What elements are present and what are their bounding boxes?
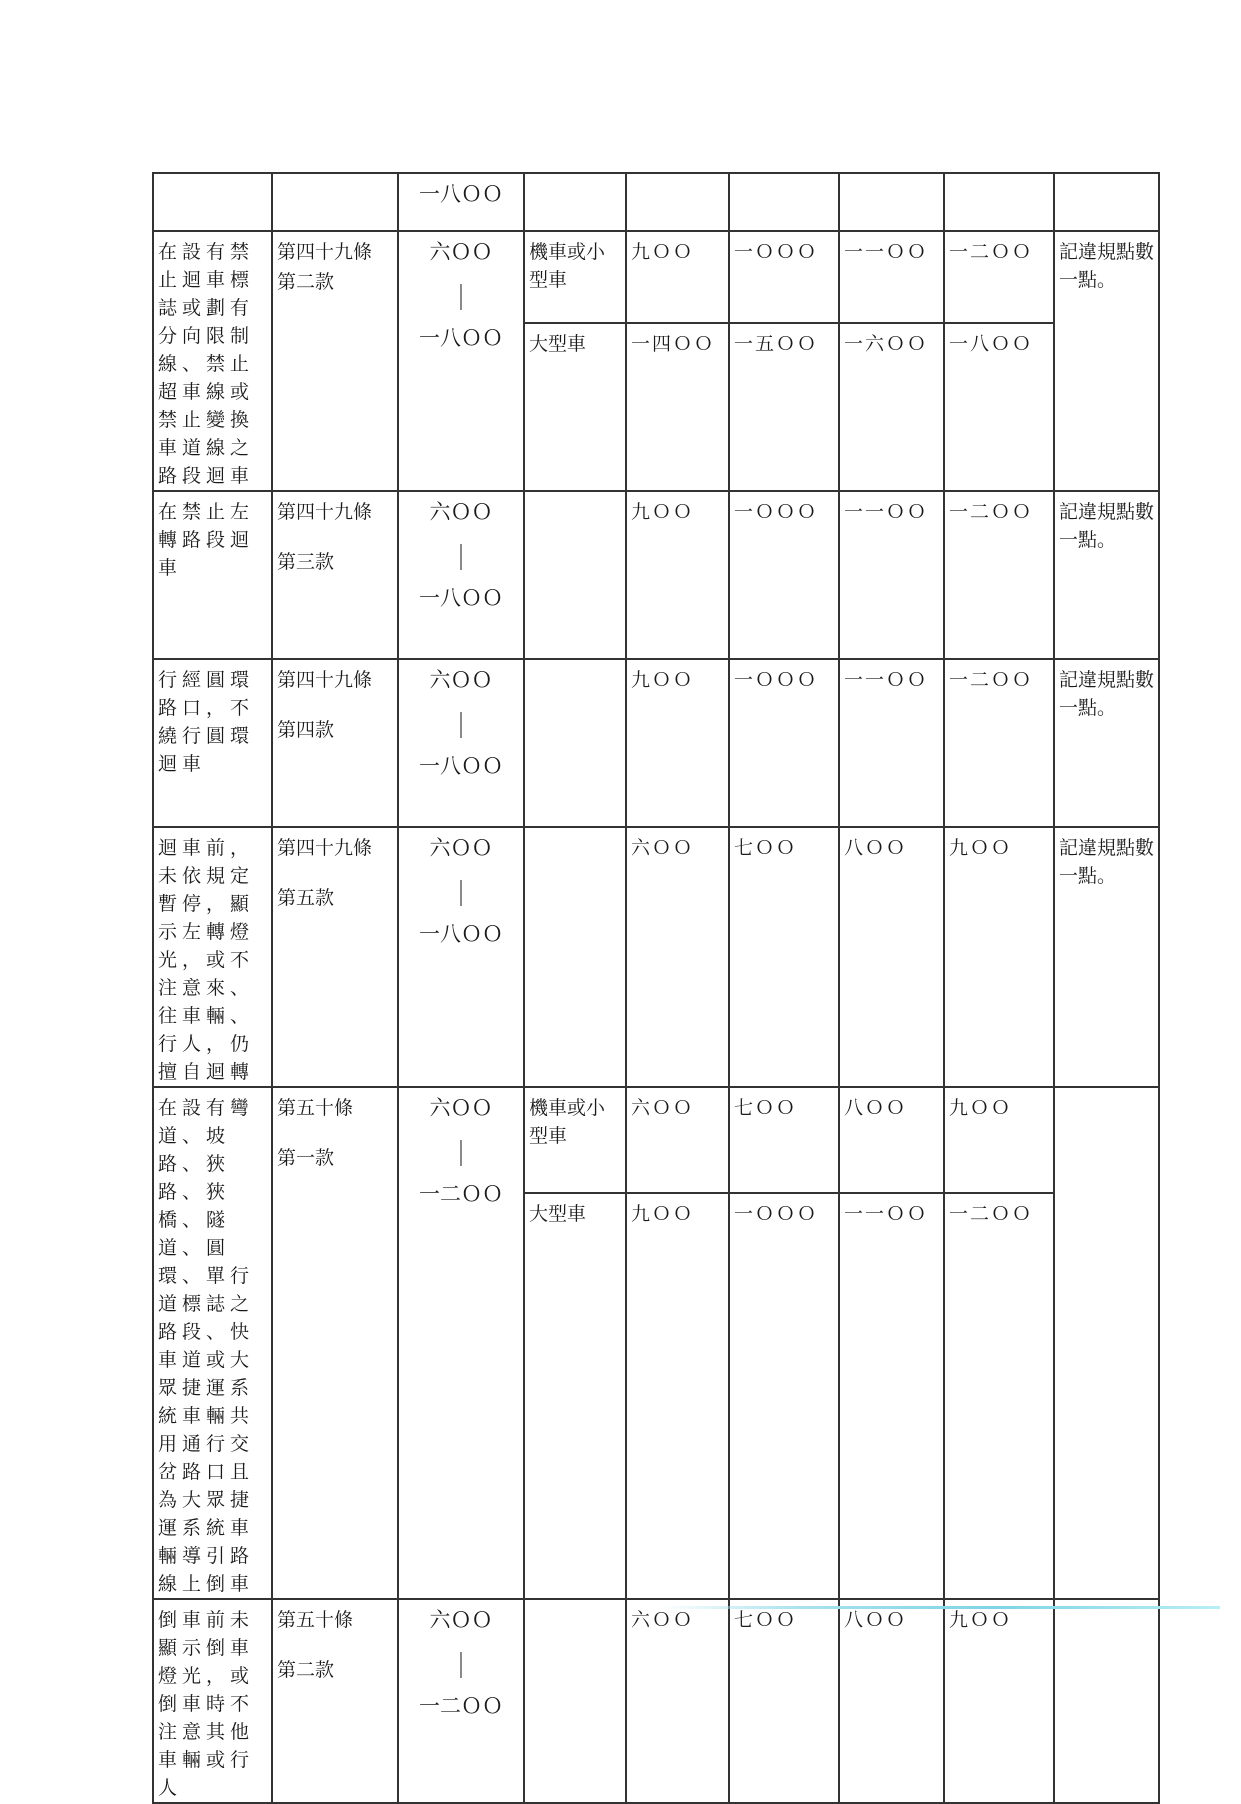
cell-vehicle: 機車或小型車 — [524, 231, 626, 323]
cell-fine: 一一ＯＯ — [839, 231, 944, 323]
article-clause: 第二款 — [277, 271, 335, 293]
cell-fine: 八ＯＯ — [839, 1087, 944, 1193]
cell-fine: 七ＯＯ — [729, 1599, 839, 1803]
cell-vehicle: 大型車 — [524, 1193, 626, 1599]
cell-note: 記違規點數一點。 — [1054, 491, 1159, 659]
table-row — [153, 659, 1159, 827]
range-low: 六ＯＯ — [429, 240, 493, 264]
range-high: 一二ＯＯ — [419, 1182, 503, 1206]
cell-description: 在設有彎道、坡路、狹路、狹橋、隧道、圓環、單行道標誌之路段、快車道或大眾捷運系統車輛共用通行交岔路口且為大眾捷運系統車輛導引路線上倒車 — [153, 1087, 272, 1599]
cell-note: 記違規點數一點。 — [1054, 827, 1159, 1087]
cell-fine-range — [398, 231, 524, 491]
cell-description: 行經圓環路口，不繞行圓環迴車 — [153, 659, 272, 827]
cell-fine — [839, 173, 944, 231]
cell-note — [1054, 173, 1159, 231]
cell-fine: 九ＯＯ — [944, 1599, 1054, 1803]
cell-fine: 一ＯＯＯ — [729, 659, 839, 827]
range-separator: ｜ — [447, 284, 474, 314]
cell-description: 迴車前，未依規定暫停，顯示左轉燈光，或不注意來、往車輛、行人，仍擅自迴轉 — [153, 827, 272, 1087]
cell-fine: 一一ＯＯ — [839, 491, 944, 659]
cell-article — [272, 491, 398, 659]
table-row — [153, 1599, 1159, 1803]
cell-note: 記違規點數一點。 — [1054, 231, 1159, 491]
cell-fine: 一八ＯＯ — [944, 323, 1054, 491]
cell-fine-range — [398, 1599, 524, 1803]
cell-description: 在設有禁止迴車標誌或劃有分向限制線、禁止超車線或禁止變換車道線之路段迴車 — [153, 231, 272, 491]
range-high: 一八ＯＯ — [419, 182, 503, 206]
range-low: 六ＯＯ — [429, 1096, 493, 1120]
cell-fine: 一二ＯＯ — [944, 659, 1054, 827]
cell-fine: 六ＯＯ — [626, 827, 729, 1087]
cell-note — [1054, 1599, 1159, 1803]
cell-description: 在禁止左轉路段迴車 — [153, 491, 272, 659]
table-row — [153, 1087, 1159, 1193]
cell-fine — [729, 173, 839, 231]
cell-fine: 一ＯＯＯ — [729, 1193, 839, 1599]
cell-description: 倒車前未顯示倒車燈光，或倒車時不注意其他車輛或行人 — [153, 1599, 272, 1803]
cell-vehicle — [524, 491, 626, 659]
range-separator: ｜ — [447, 1140, 474, 1170]
cell-fine-range — [398, 1087, 524, 1599]
cell-fine: 一四ＯＯ — [626, 323, 729, 491]
cell-vehicle — [524, 173, 626, 231]
cell-article — [272, 827, 398, 1087]
cell-fine-range — [398, 659, 524, 827]
cell-vehicle — [524, 827, 626, 1087]
cell-article — [272, 173, 398, 231]
scan-artifact-line — [660, 1606, 1220, 1609]
penalty-table — [152, 172, 1160, 1804]
cell-fine: 一五ＯＯ — [729, 323, 839, 491]
cell-article — [272, 1599, 398, 1803]
cell-fine: 九ＯＯ — [626, 659, 729, 827]
cell-vehicle — [524, 659, 626, 827]
cell-fine-range — [398, 491, 524, 659]
continuation-row — [153, 173, 1159, 231]
cell-fine: 一一ＯＯ — [839, 659, 944, 827]
range-low: 六ＯＯ — [429, 836, 493, 860]
article-number: 第四十九條 — [277, 837, 373, 859]
article-clause: 第一款 — [277, 1147, 335, 1169]
cell-article — [272, 231, 398, 491]
range-high: 一八ＯＯ — [419, 326, 503, 350]
range-low: 六ＯＯ — [429, 1608, 493, 1632]
cell-fine: 八ＯＯ — [839, 827, 944, 1087]
range-low: 六ＯＯ — [429, 500, 493, 524]
cell-fine: 九ＯＯ — [626, 231, 729, 323]
cell-article — [272, 1087, 398, 1599]
article-clause: 第二款 — [277, 1659, 335, 1681]
table-row — [153, 231, 1159, 323]
cell-fine: 一二ＯＯ — [944, 1193, 1054, 1599]
cell-fine-range — [398, 173, 524, 231]
range-separator: ｜ — [447, 880, 474, 910]
cell-description — [153, 173, 272, 231]
table-row — [153, 827, 1159, 1087]
article-clause: 第三款 — [277, 551, 335, 573]
range-high: 一二ＯＯ — [419, 1694, 503, 1718]
cell-fine: 九ＯＯ — [626, 1193, 729, 1599]
cell-fine: 一一ＯＯ — [839, 1193, 944, 1599]
range-high: 一八ＯＯ — [419, 754, 503, 778]
cell-note: 記違規點數一點。 — [1054, 659, 1159, 827]
article-number: 第四十九條 — [277, 669, 373, 691]
cell-fine: 九ＯＯ — [944, 827, 1054, 1087]
cell-fine: 九ＯＯ — [944, 1087, 1054, 1193]
range-high: 一八ＯＯ — [419, 922, 503, 946]
cell-fine: 一六ＯＯ — [839, 323, 944, 491]
article-number: 第四十九條 — [277, 501, 373, 523]
range-separator: ｜ — [447, 1652, 474, 1682]
cell-fine: 一二ＯＯ — [944, 231, 1054, 323]
cell-fine — [626, 173, 729, 231]
cell-vehicle: 機車或小型車 — [524, 1087, 626, 1193]
cell-fine — [944, 173, 1054, 231]
cell-fine: 七ＯＯ — [729, 827, 839, 1087]
cell-fine: 一ＯＯＯ — [729, 491, 839, 659]
cell-fine: 一二ＯＯ — [944, 491, 1054, 659]
cell-note — [1054, 1087, 1159, 1599]
article-number: 第五十條 — [277, 1609, 354, 1631]
cell-fine: 一ＯＯＯ — [729, 231, 839, 323]
range-separator: ｜ — [447, 712, 474, 742]
cell-vehicle: 大型車 — [524, 323, 626, 491]
range-separator: ｜ — [447, 544, 474, 574]
article-clause: 第五款 — [277, 887, 335, 909]
cell-fine: 七ＯＯ — [729, 1087, 839, 1193]
table-row — [153, 491, 1159, 659]
article-number: 第四十九條 — [277, 241, 373, 263]
article-number: 第五十條 — [277, 1097, 354, 1119]
range-high: 一八ＯＯ — [419, 586, 503, 610]
cell-fine: 八ＯＯ — [839, 1599, 944, 1803]
cell-fine: 九ＯＯ — [626, 491, 729, 659]
cell-article — [272, 659, 398, 827]
cell-fine-range — [398, 827, 524, 1087]
cell-vehicle — [524, 1599, 626, 1803]
cell-fine: 六ＯＯ — [626, 1599, 729, 1803]
range-low: 六ＯＯ — [429, 668, 493, 692]
cell-fine: 六ＯＯ — [626, 1087, 729, 1193]
article-clause: 第四款 — [277, 719, 335, 741]
